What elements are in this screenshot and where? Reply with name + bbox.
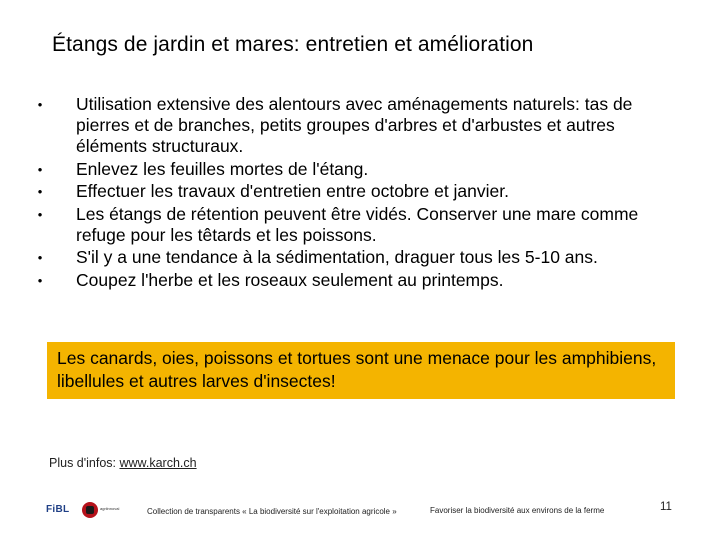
bullet-item — [30, 204, 690, 246]
more-info-label: Plus d'infos: — [49, 456, 120, 470]
bullet-icon: • — [37, 272, 43, 288]
bullet-item — [30, 270, 690, 291]
page-number: 11 — [660, 501, 672, 513]
agri-logo-icon — [82, 502, 98, 518]
bullet-item — [30, 159, 690, 180]
bullet-icon: • — [37, 97, 43, 112]
bullet-item — [30, 181, 690, 202]
bullet-text: Coupez l'herbe et les roseaux seulement au printemps. — [76, 269, 504, 290]
more-info — [49, 456, 197, 470]
footer-collection: Collection de transparents « La biodiversité sur l'exploitation agricole » — [147, 507, 397, 516]
bullet-text: Enlevez les feuilles mortes de l'étang. — [76, 158, 369, 179]
bullet-icon: • — [37, 184, 43, 199]
bullet-item — [30, 247, 690, 268]
karch-link[interactable]: www.karch.ch — [119, 456, 197, 470]
bullet-icon: • — [37, 250, 43, 265]
bullet-text: Utilisation extensive des alentours avec aménagements naturels: tas de pierres et de branches, petits groupes d'arbres et d'arbustes et autres éléments structuraux. — [76, 94, 633, 156]
bullet-text: S'il y a une tendance à la sédimentation, draguer tous les 5-10 ans. — [76, 247, 598, 267]
bullet-text: Les étangs de rétention peuvent être vidés. Conserver une mare comme refuge pour les têtards et les poissons. — [76, 203, 639, 245]
bullet-list — [30, 94, 690, 292]
bullet-item — [30, 94, 690, 157]
bullet-text: Effectuer les travaux d'entretien entre octobre et janvier. — [76, 181, 509, 201]
bullet-icon: • — [37, 206, 43, 222]
footer-topic: Favoriser la biodiversité aux environs de la ferme — [430, 506, 605, 515]
bullet-icon: • — [37, 161, 43, 177]
warning-highlight-box: Les canards, oies, poissons et tortues sont une menace pour les amphibiens, libellules et autres larves d'insectes! — [47, 342, 675, 399]
agri-logo-text: agriinnoval — [100, 506, 120, 511]
slide-title: Étangs de jardin et mares: entretien et amélioration — [52, 33, 534, 56]
fibl-logo: FiBL — [46, 504, 70, 515]
